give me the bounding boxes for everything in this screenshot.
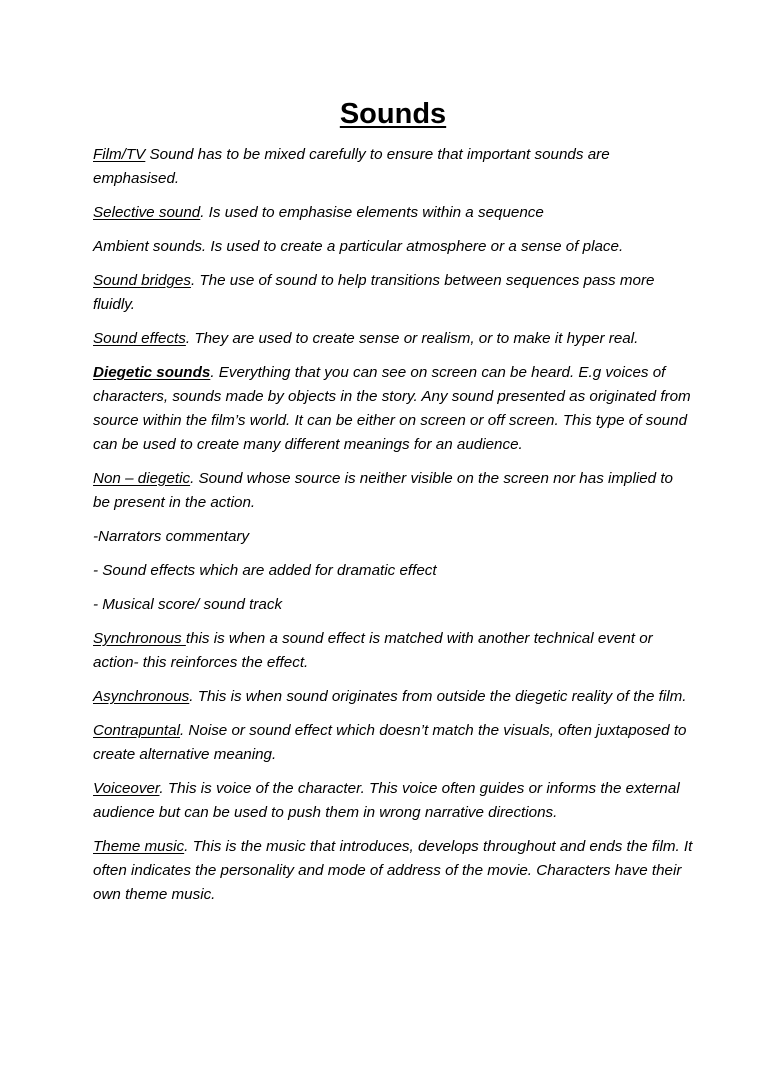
term-theme-music: Theme music [93,838,185,855]
paragraph-theme-music [93,835,693,907]
paragraph-sound-effects [93,327,693,351]
paragraph-contrapuntal [93,719,693,767]
document-page [93,94,693,917]
paragraph-text: . Everything that you can see on screen can be heard. E.g voices of characters, sounds made by objects in the story. Any sound presented as originated from source within the film’s world. It can be either on screen or off screen. This type of sound can be used to create many different meanings for an audience. [93,364,691,453]
term-sound-effects: Sound effects [93,330,186,347]
paragraph-text: . Noise or sound effect which doesn’t match the visuals, often juxtaposed to create alternative meaning. [93,722,687,763]
paragraph-text: . Sound whose source is neither visible on the screen nor has implied to be present in the action. [93,470,674,511]
list-item-narrators-commentary [93,525,693,549]
paragraph-text: . This is the music that introduces, develops throughout and ends the film. It often indicates the personality and mode of address of the movie. Characters have their own theme music. [93,838,693,903]
term-non-diegetic: Non – diegetic [93,470,191,487]
paragraph-film-tv [93,143,693,191]
paragraph-ambient-sounds [93,235,693,259]
paragraph-non-diegetic [93,467,693,515]
paragraph-sound-bridges [93,269,693,317]
paragraph-text: . They are used to create sense or realism, or to make it hyper real. [185,330,639,347]
paragraph-diegetic-sounds [93,361,693,457]
term-asynchronous: Asynchronous [93,688,190,705]
term-selective-sound: Selective sound [93,204,201,221]
paragraph-text: - Sound effects which are added for dramatic effect [93,562,437,579]
paragraph-text: Ambient sounds. Is used to create a particular atmosphere or a sense of place. [93,238,624,255]
term-sound-bridges: Sound bridges [93,272,191,289]
paragraph-text: - Musical score/ sound track [93,596,283,613]
term-synchronous: Synchronous [93,630,186,647]
page-title: Sounds [339,98,447,130]
list-item-sound-effects [93,559,693,583]
paragraph-synchronous [93,627,693,675]
paragraph-text: . This is when sound originates from outside the diegetic reality of the film. [189,688,687,705]
paragraph-text: . The use of sound to help transitions between sequences pass more fluidly. [93,272,655,313]
paragraph-voiceover [93,777,693,825]
paragraph-asynchronous [93,685,693,709]
term-diegetic-sounds: Diegetic sounds [93,364,211,381]
paragraph-text: this is when a sound effect is matched with another technical event or action- this reinforces the effect. [93,630,653,671]
paragraph-text: . Is used to emphasise elements within a sequence [200,204,544,221]
term-voiceover: Voiceover [93,780,160,797]
paragraph-text: Sound has to be mixed carefully to ensure that important sounds are emphasised. [93,146,610,187]
paragraph-text: -Narrators commentary [93,528,250,545]
term-contrapuntal: Contrapuntal [93,722,180,739]
list-item-musical-score [93,593,693,617]
term-film-tv: Film/TV [93,146,146,163]
paragraph-selective-sound [93,201,693,225]
paragraph-text: . This is voice of the character. This voice often guides or informs the external audience but can be used to push them in wrong narrative directions. [93,780,680,821]
